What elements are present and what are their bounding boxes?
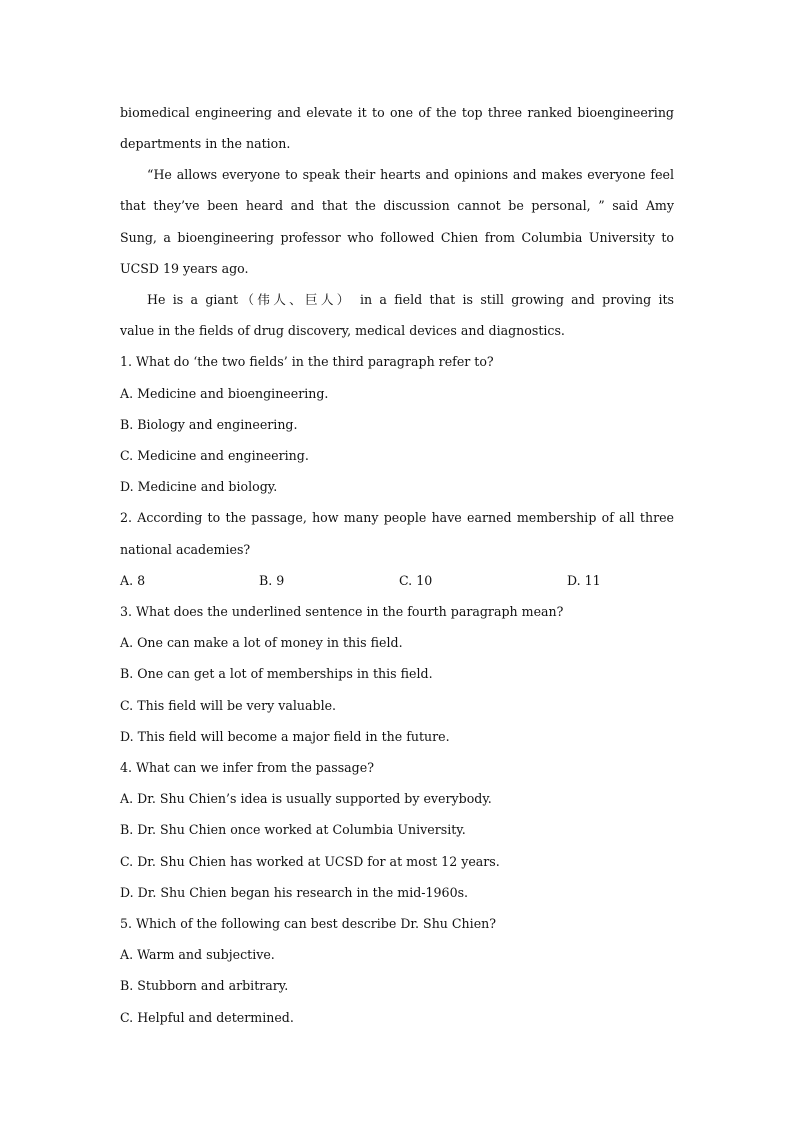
passage-line: value in the fields of drug discovery, medical devices and diagnostics. (120, 323, 565, 338)
answer-option: D. Dr. Shu Chien began his research in the mid-1960s. (120, 885, 469, 900)
answer-option: A. Medicine and bioengineering. (120, 386, 329, 401)
question-stem: 1. What do ‘the two fields’ in the third paragraph refer to? (120, 354, 494, 369)
answer-option: D. Medicine and biology. (120, 479, 278, 494)
answer-option: C. Medicine and engineering. (120, 448, 309, 463)
passage-line: Sung, a bioengineering professor who followed Chien from Columbia University to (120, 230, 674, 245)
answer-option: A. One can make a lot of money in this field. (120, 635, 403, 650)
answer-option: B. Dr. Shu Chien once worked at Columbia University. (120, 822, 466, 837)
passage-line: departments in the nation. (120, 136, 291, 151)
answer-option: B. Stubborn and arbitrary. (120, 978, 289, 993)
passage-line: UCSD 19 years ago. (120, 261, 249, 276)
answer-option: B. 9 (259, 573, 285, 588)
passage-line: “He allows everyone to speak their hearts and opinions and makes everyone feel (147, 167, 674, 182)
question-stem: 4. What can we infer from the passage? (120, 760, 374, 775)
answer-option: B. Biology and engineering. (120, 417, 298, 432)
answer-option: A. 8 (120, 573, 146, 588)
passage-line: biomedical engineering and elevate it to one of the top three ranked bioengineering (120, 105, 674, 120)
answer-option: D. 11 (567, 573, 601, 588)
answer-option: D. This field will become a major field in the future. (120, 729, 450, 744)
passage-line: He is a giant（伟人、巨人） in a field that is still growing and proving its (147, 292, 674, 307)
answer-option: A. Dr. Shu Chien’s idea is usually supported by everybody. (120, 791, 492, 806)
answer-option: A. Warm and subjective. (120, 947, 275, 962)
question-stem: 3. What does the underlined sentence in the fourth paragraph mean? (120, 604, 564, 619)
question-stem: national academies? (120, 542, 251, 557)
passage-line: that they’ve been heard and that the discussion cannot be personal, ” said Amy (120, 198, 674, 213)
question-stem: 5. Which of the following can best describe Dr. Shu Chien? (120, 916, 497, 931)
answer-option: C. 10 (399, 573, 433, 588)
answer-option: C. This field will be very valuable. (120, 698, 337, 713)
answer-option: B. One can get a lot of memberships in this field. (120, 666, 433, 681)
answer-option: C. Dr. Shu Chien has worked at UCSD for at most 12 years. (120, 854, 500, 869)
answer-option: C. Helpful and determined. (120, 1010, 294, 1025)
question-stem: 2. According to the passage, how many people have earned membership of all three (120, 510, 674, 525)
